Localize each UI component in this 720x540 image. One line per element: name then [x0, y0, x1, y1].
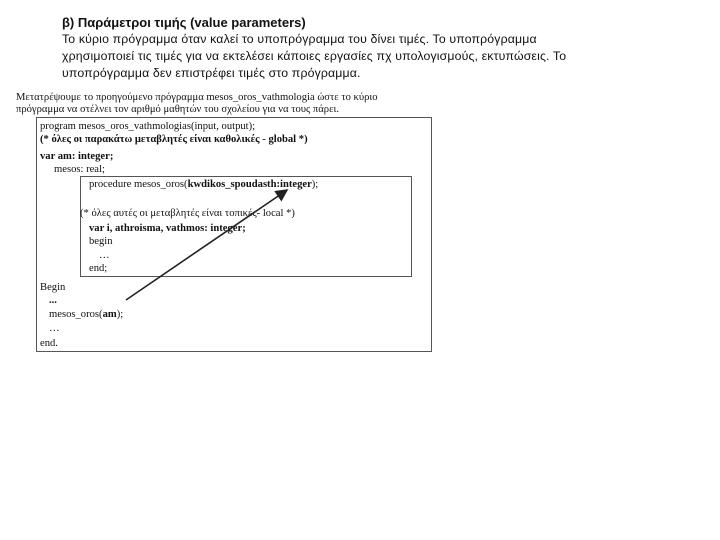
- code-var-local: var i, athroisma, vathmos: integer;: [89, 223, 246, 234]
- code-dots-inner: …: [99, 250, 110, 261]
- code-dots-main-1: ...: [49, 295, 57, 306]
- task-line: Μετατρέψουμε το προηγούμενο πρόγραμμα mesos_oros_vathmologia ώστε το κύριο: [16, 92, 378, 103]
- code-end-main: end.: [40, 338, 58, 349]
- procedure-keyword: procedure mesos_oros(: [89, 179, 188, 190]
- intro-line: Το κύριο πρόγραμμα όταν καλεί το υποπρόγραμμα του δίνει τιμές. Το υποπρόγραμμα: [62, 32, 537, 46]
- task-line: πρόγραμμα να στέλνει τον αριθμό μαθητών του σχολείου για να τους πάρει.: [16, 104, 340, 115]
- code-begin-main: Begin: [40, 282, 66, 293]
- code-var-am: var am: integer;: [40, 151, 114, 162]
- code-comment-global: (* όλες οι παρακάτω μεταβλητές είναι καθολικές - global *): [40, 134, 308, 145]
- intro-line: υποπρόγραμμα δεν επιστρέφει τιμές στο πρόγραμμα.: [62, 66, 361, 80]
- code-program-line: program mesos_oros_vathmologias(input, output);: [40, 121, 256, 132]
- code-comment-local: (* όλες αυτές οι μεταβλητές είναι τοπικές- local *): [80, 208, 295, 219]
- arrow-line: [126, 190, 287, 300]
- call-tail: );: [116, 309, 124, 320]
- procedure-heading-tail: );: [311, 179, 319, 190]
- procedure-parameter: kwdikos_spoudasth:integer: [187, 179, 312, 190]
- code-begin-inner: begin: [89, 236, 113, 247]
- intro-line: χρησιμοποιεί τις τιμές για να εκτελέσει κάποιες εργασίες πχ υπολογισμούς, εκτυπώσεις. Το: [62, 49, 567, 63]
- call-argument: am: [102, 309, 117, 320]
- code-dots-main-2: …: [49, 323, 60, 334]
- code-mesos-real: mesos: real;: [54, 164, 105, 175]
- code-end-inner: end;: [89, 263, 108, 274]
- section-heading: β) Παράμετροι τιμής (value parameters): [62, 15, 306, 30]
- call-procedure-name: mesos_oros(: [49, 309, 103, 320]
